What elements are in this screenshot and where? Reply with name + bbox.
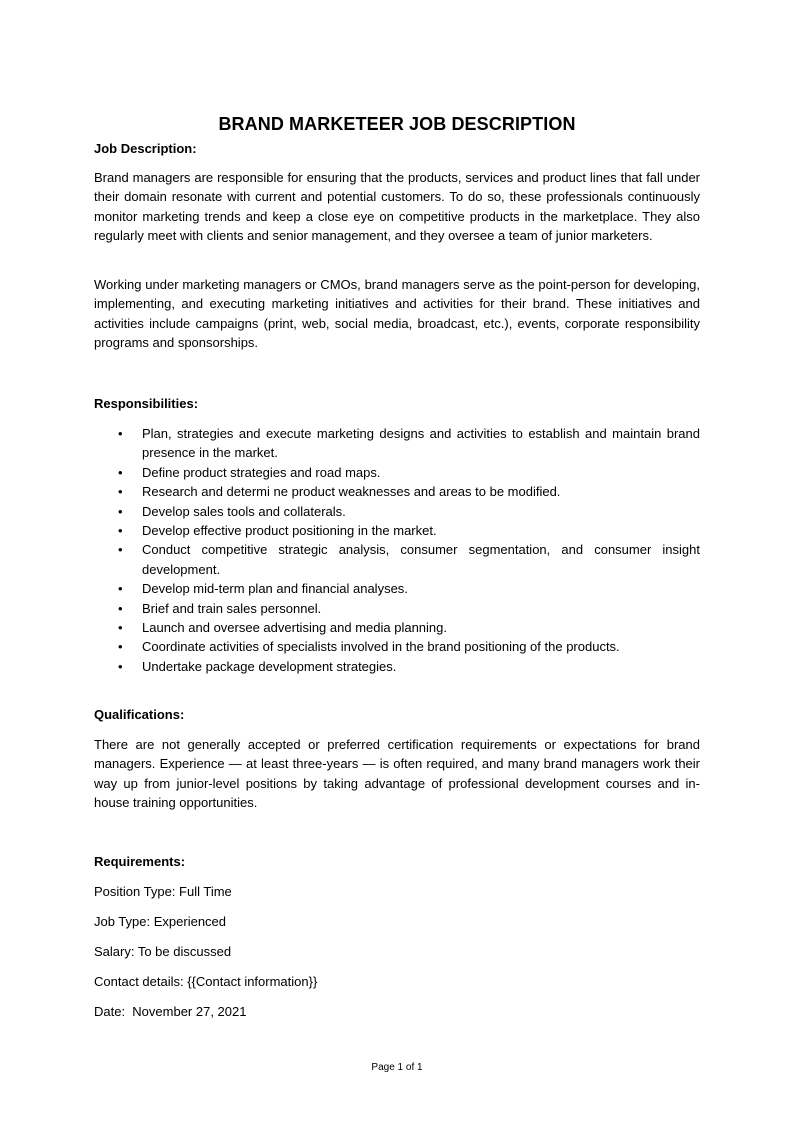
requirements-heading: Requirements: xyxy=(94,854,186,869)
list-item-text: Develop sales tools and collaterals. xyxy=(142,503,346,519)
qualifications-paragraph: There are not generally accepted or preferred certification requirements or expectations for brand managers. Experience — at least three-years — is often required, and many brand managers work their way up from junior-level positions by taking advantage of professional development courses and in-house training opportunities. xyxy=(94,737,700,811)
bullet-icon: • xyxy=(118,581,123,597)
list-item-text: Research and determi ne product weaknesses and areas to be modified. xyxy=(142,484,561,500)
list-item-text: Develop effective product positioning in the market. xyxy=(142,523,437,539)
bullet-icon: • xyxy=(118,658,123,674)
responsibilities-list xyxy=(94,424,700,676)
list-item xyxy=(94,579,700,598)
list-item xyxy=(94,540,700,579)
list-item-text: Conduct competitive strategic analysis, consumer segmentation, and consumer insight development. xyxy=(142,542,700,577)
document-page xyxy=(94,0,700,1122)
date: Date: November 27, 2021 xyxy=(94,1004,247,1019)
list-item xyxy=(94,599,700,618)
list-item xyxy=(94,502,700,521)
position-type: Position Type: Full Time xyxy=(94,884,232,899)
qualifications-heading: Qualifications: xyxy=(94,707,185,722)
job-type: Job Type: Experienced xyxy=(94,914,227,929)
job-description-heading: Job Description: xyxy=(94,141,197,156)
bullet-icon: • xyxy=(118,464,123,480)
list-item xyxy=(94,463,700,482)
contact-details: Contact details: {{Contact information}} xyxy=(94,974,318,989)
list-item xyxy=(94,482,700,501)
job-description-paragraph-2: Working under marketing managers or CMOs, brand managers serve as the point-person for developing, implementing, and executing marketing initiatives and activities for their brand. These initiatives and activities include campaigns (print, web, social media, broadcast, etc.), events, corporate responsibility programs and sponsorships. xyxy=(94,277,700,351)
list-item-text: Brief and train sales personnel. xyxy=(142,600,322,616)
bullet-icon: • xyxy=(118,484,123,500)
list-item-text: Undertake package development strategies. xyxy=(142,658,397,674)
list-item xyxy=(94,618,700,637)
job-description-paragraph-1: Brand managers are responsible for ensuring that the products, services and product lines that fall under their domain resonate with current and potential customers. To do so, these professionals continuously monitor marketing trends and keep a close eye on competitive products in the marketplace. They also regularly meet with clients and senior management, and they oversee a team of junior marketers. xyxy=(94,170,700,244)
bullet-icon: • xyxy=(118,426,123,441)
page-footer: Page 1 of 1 xyxy=(371,1062,423,1073)
bullet-icon: • xyxy=(118,503,123,519)
list-item-text: Launch and oversee advertising and media planning. xyxy=(142,620,447,636)
list-item-text: Plan, strategies and execute marketing designs and activities to establish and maintain brand presence in the market. xyxy=(142,426,700,461)
list-item xyxy=(94,657,700,676)
list-item-text: Coordinate activities of specialists involved in the brand positioning of the products. xyxy=(142,639,620,655)
list-item xyxy=(94,521,700,540)
list-item-text: Define product strategies and road maps. xyxy=(142,464,381,480)
document-title: BRAND MARKETEER JOB DESCRIPTION xyxy=(218,114,576,134)
list-item xyxy=(94,637,700,656)
responsibilities-heading: Responsibilities: xyxy=(94,396,199,411)
bullet-icon: • xyxy=(118,523,123,539)
list-item xyxy=(94,424,700,463)
salary: Salary: To be discussed xyxy=(94,944,232,959)
bullet-icon: • xyxy=(118,600,123,616)
bullet-icon: • xyxy=(118,542,123,558)
list-item-text: Develop mid-term plan and financial analyses. xyxy=(142,581,408,597)
bullet-icon: • xyxy=(118,639,123,655)
bullet-icon: • xyxy=(118,620,123,636)
